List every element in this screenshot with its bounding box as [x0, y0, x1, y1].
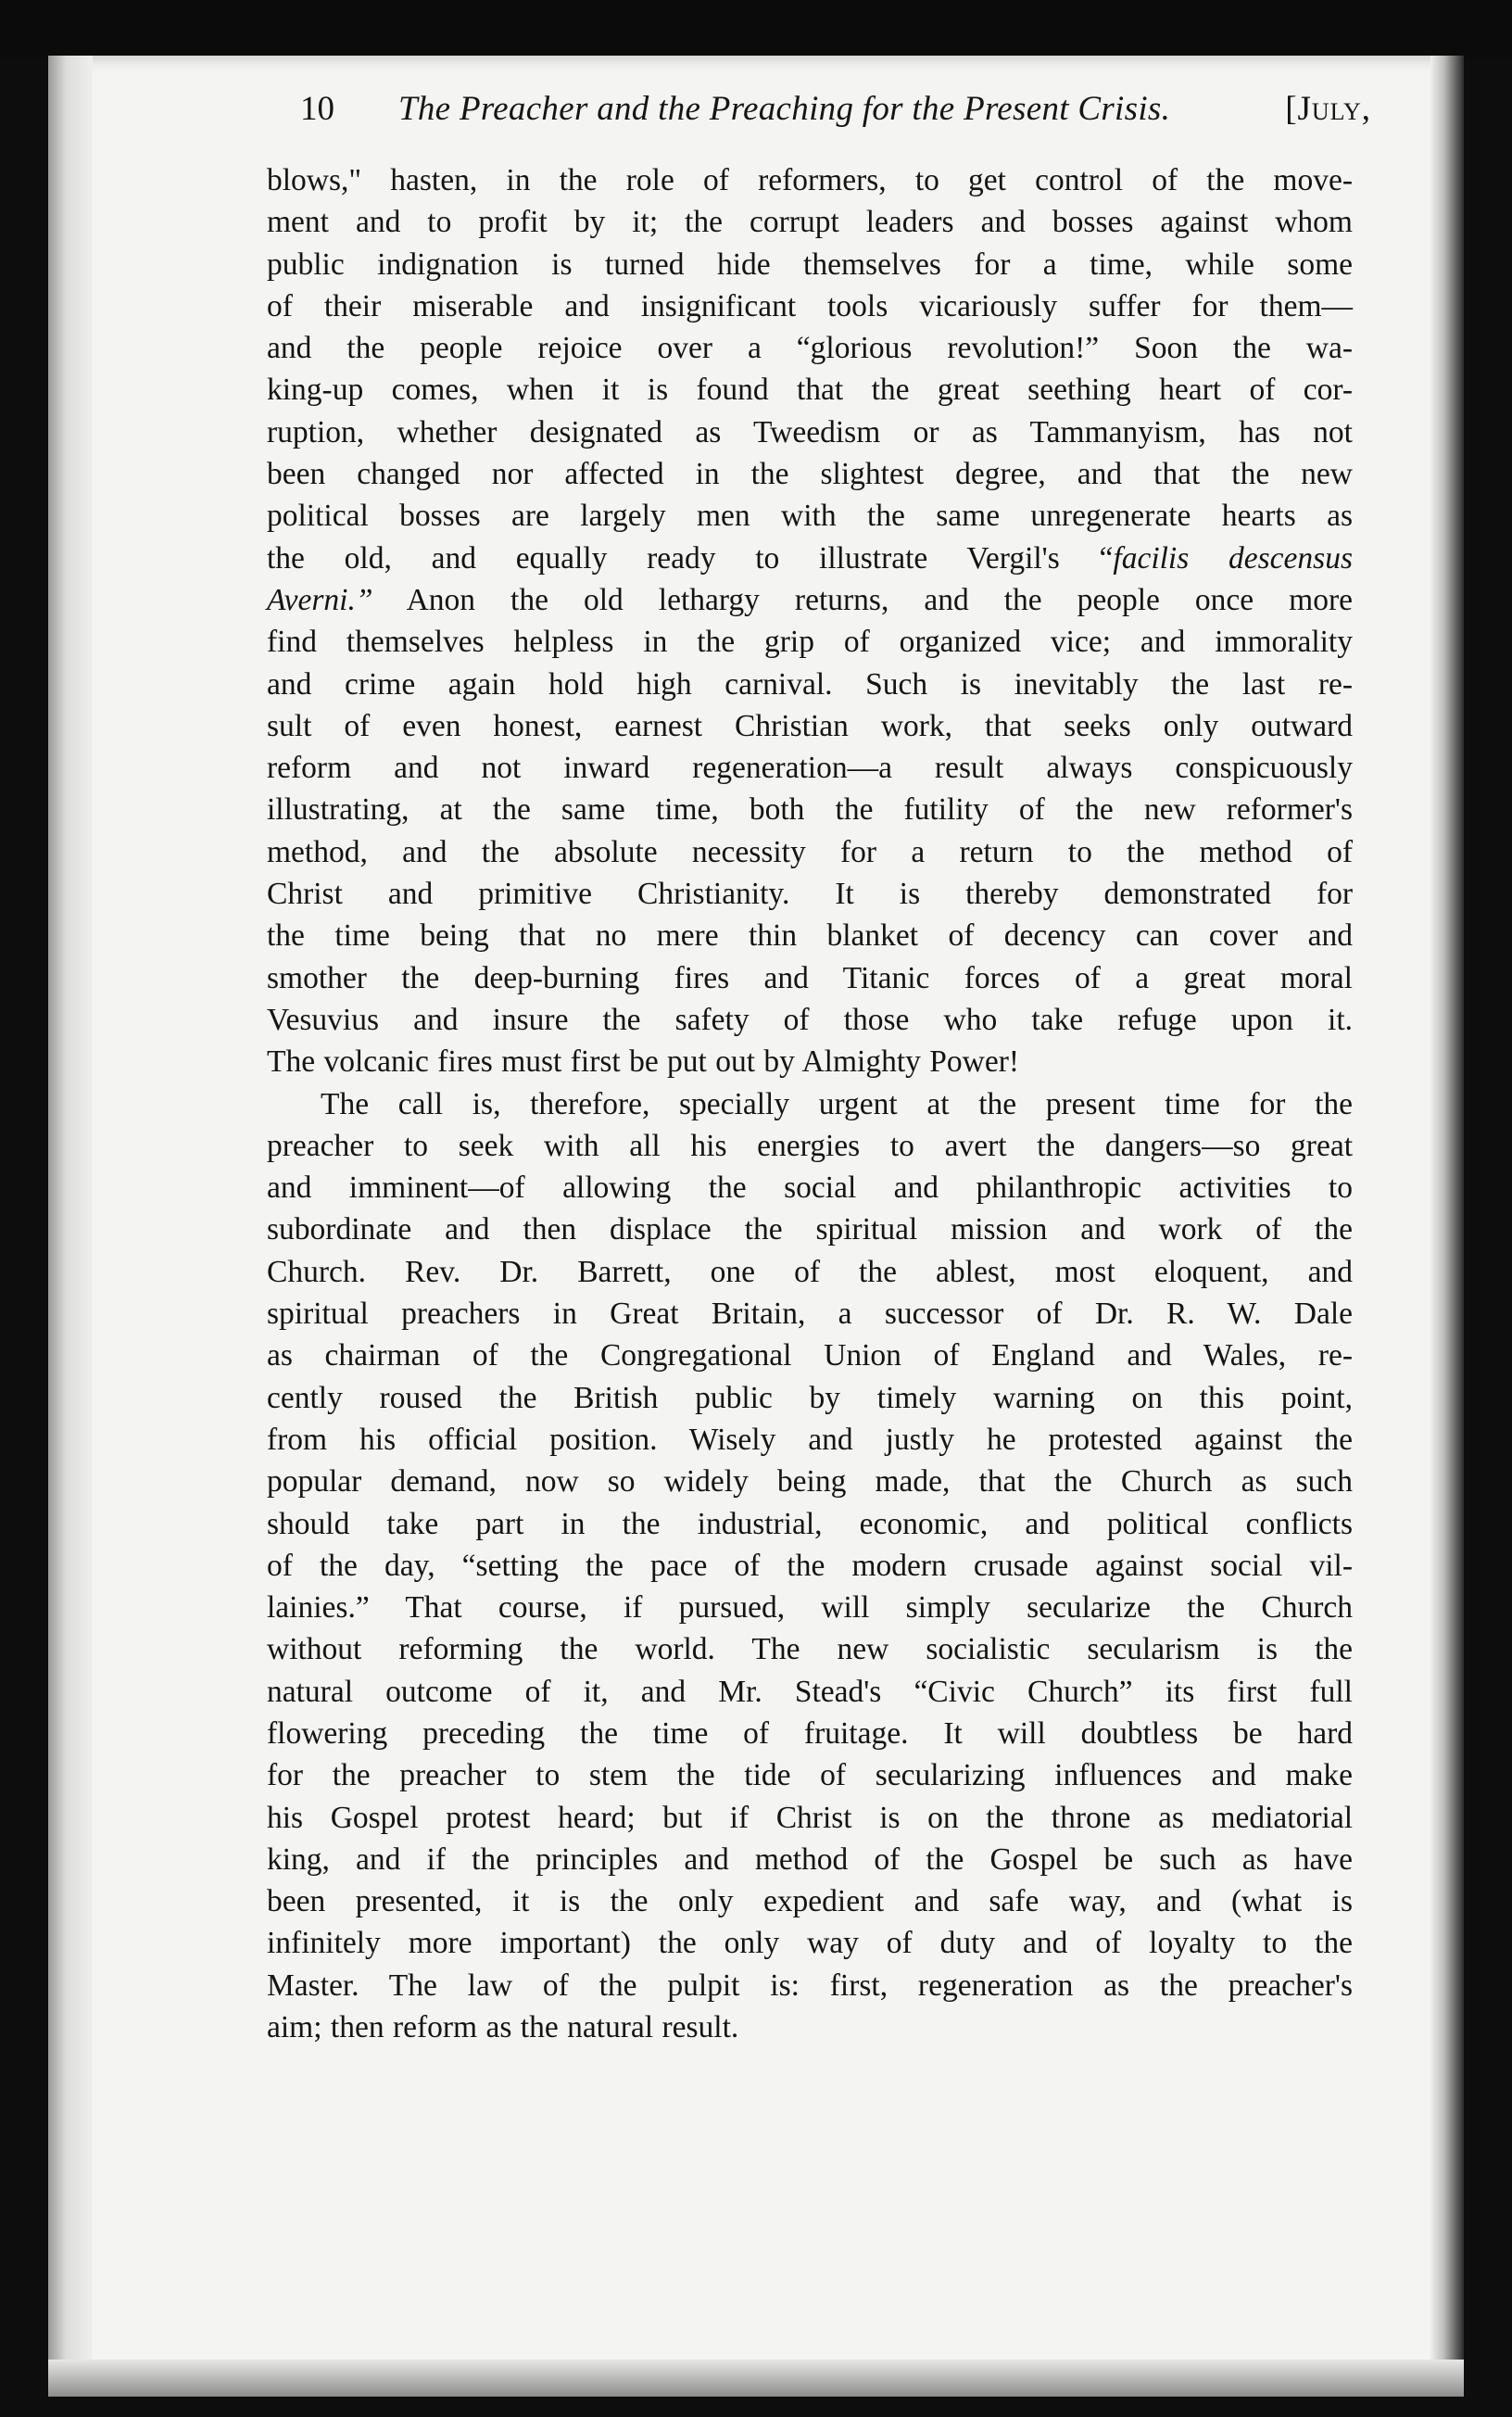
text-line: popular demand, now so widely being made, that the Church as such: [267, 1464, 1353, 1500]
text-line: as chairman of the Congregational Union of England and Wales, re-: [267, 1338, 1353, 1373]
page-outer-edge: [1430, 56, 1464, 2397]
text-line: find themselves helpless in the grip of organized vice; and immorality: [267, 625, 1353, 660]
text-line: public indignation is turned hide themselves for a time, while some: [267, 247, 1353, 282]
text-line: natural outcome of it, and Mr. Stead's “Civic Church” its first full: [267, 1674, 1353, 1709]
text-line: his Gospel protest heard; but if Christ is on the throne as mediatorial: [267, 1800, 1353, 1835]
running-header: [259, 89, 1371, 145]
text-line: and crime again hold high carnival. Such is inevitably the last re-: [267, 666, 1353, 702]
text-line: infinitely more important) the only way of duty and of loyalty to the: [267, 1926, 1353, 1961]
text-line: Church. Rev. Dr. Barrett, one of the ablest, most eloquent, and: [267, 1254, 1353, 1289]
paragraph: [267, 159, 1353, 1083]
text-line: subordinate and then displace the spiritual mission and work of the: [267, 1212, 1353, 1247]
text-line: and imminent—of allowing the social and philanthropic activities to: [267, 1171, 1353, 1206]
text-line: from his official position. Wisely and justly he protested against the: [267, 1422, 1353, 1457]
text-line: of the day, “setting the pace of the modern crusade against social vil-: [267, 1548, 1353, 1583]
text-line: of their miserable and insignificant tools vicariously suffer for them—: [267, 288, 1353, 323]
page-number: 10: [300, 90, 334, 128]
body-text: [267, 159, 1353, 2048]
text-line: ruption, whether designated as Tweedism or as Tammanyism, has not: [267, 414, 1353, 449]
text-line: smother the deep-burning fires and Titanic forces of a great moral: [267, 960, 1353, 995]
text-line: and the people rejoice over a “glorious revolution!” Soon the wa-: [267, 331, 1353, 366]
page-gutter-edge: [48, 56, 93, 2397]
text-line: the old, and equally ready to illustrate Vergil's “facilis descensus: [267, 540, 1353, 576]
text-line: cently roused the British public by timely warning on this point,: [267, 1380, 1353, 1415]
text-line: lainies.” That course, if pursued, will simply secularize the Church: [267, 1590, 1353, 1626]
text-line: been presented, it is the only expedient and safe way, and (what is: [267, 1884, 1353, 1919]
text-line: Christ and primitive Christianity. It is thereby demonstrated for: [267, 877, 1353, 912]
text-line: for the preacher to stem the tide of secularizing influences and make: [267, 1758, 1353, 1793]
text-line: illustrating, at the same time, both the futility of the new reformer's: [267, 792, 1353, 828]
text-line: king-up comes, when it is found that the great seething heart of cor-: [267, 373, 1353, 408]
text-line: without reforming the world. The new socialistic secularism is the: [267, 1632, 1353, 1667]
text-line: The call is, therefore, specially urgent at the present time for the: [321, 1086, 1353, 1121]
text-line: flowering preceding the time of fruitage. It will doubtless be hard: [267, 1715, 1353, 1751]
text-line: ment and to profit by it; the corrupt leaders and bosses against whom: [267, 205, 1353, 240]
text-line: king, and if the principles and method of the Gospel be such as have: [267, 1841, 1353, 1877]
text-line: method, and the absolute necessity for a return to the method of: [267, 834, 1353, 869]
running-title: The Preacher and the Preaching for the Present Crisis.: [398, 90, 1171, 128]
text-line: spiritual preachers in Great Britain, a successor of Dr. R. W. Dale: [267, 1297, 1353, 1332]
text-line: been changed nor affected in the slightest degree, and that the new: [267, 457, 1353, 492]
text-line: blows," hasten, in the role of reformers, to get control of the move-: [267, 163, 1353, 197]
text-line: reform and not inward regeneration—a result always conspicuously: [267, 751, 1353, 786]
scan-top-border: [0, 0, 1512, 57]
section-mark: [July,: [1285, 90, 1371, 128]
text-line: Vesuvius and insure the safety of those who take refuge upon it.: [267, 1002, 1353, 1037]
text-line: aim; then reform as the natural result.: [267, 2010, 739, 2045]
text-line: political bosses are largely men with the same unregenerate hearts as: [267, 499, 1353, 534]
text-line: The volcanic fires must first be put out by Almighty Power!: [267, 1044, 1020, 1080]
text-line: sult of even honest, earnest Christian work, that seeks only outward: [267, 708, 1353, 743]
text-line: Averni.” Anon the old lethargy returns, and the people once more: [267, 582, 1353, 617]
page-bottom-edge: [48, 2360, 1464, 2397]
paragraph: [267, 1083, 1353, 2049]
text-line: preacher to seek with all his energies to avert the dangers—so great: [267, 1128, 1353, 1163]
text-line: the time being that no mere thin blanket of decency can cover and: [267, 918, 1353, 954]
text-line: Master. The law of the pulpit is: first, regeneration as the preacher's: [267, 1968, 1353, 2003]
text-line: should take part in the industrial, economic, and political conflicts: [267, 1506, 1353, 1541]
